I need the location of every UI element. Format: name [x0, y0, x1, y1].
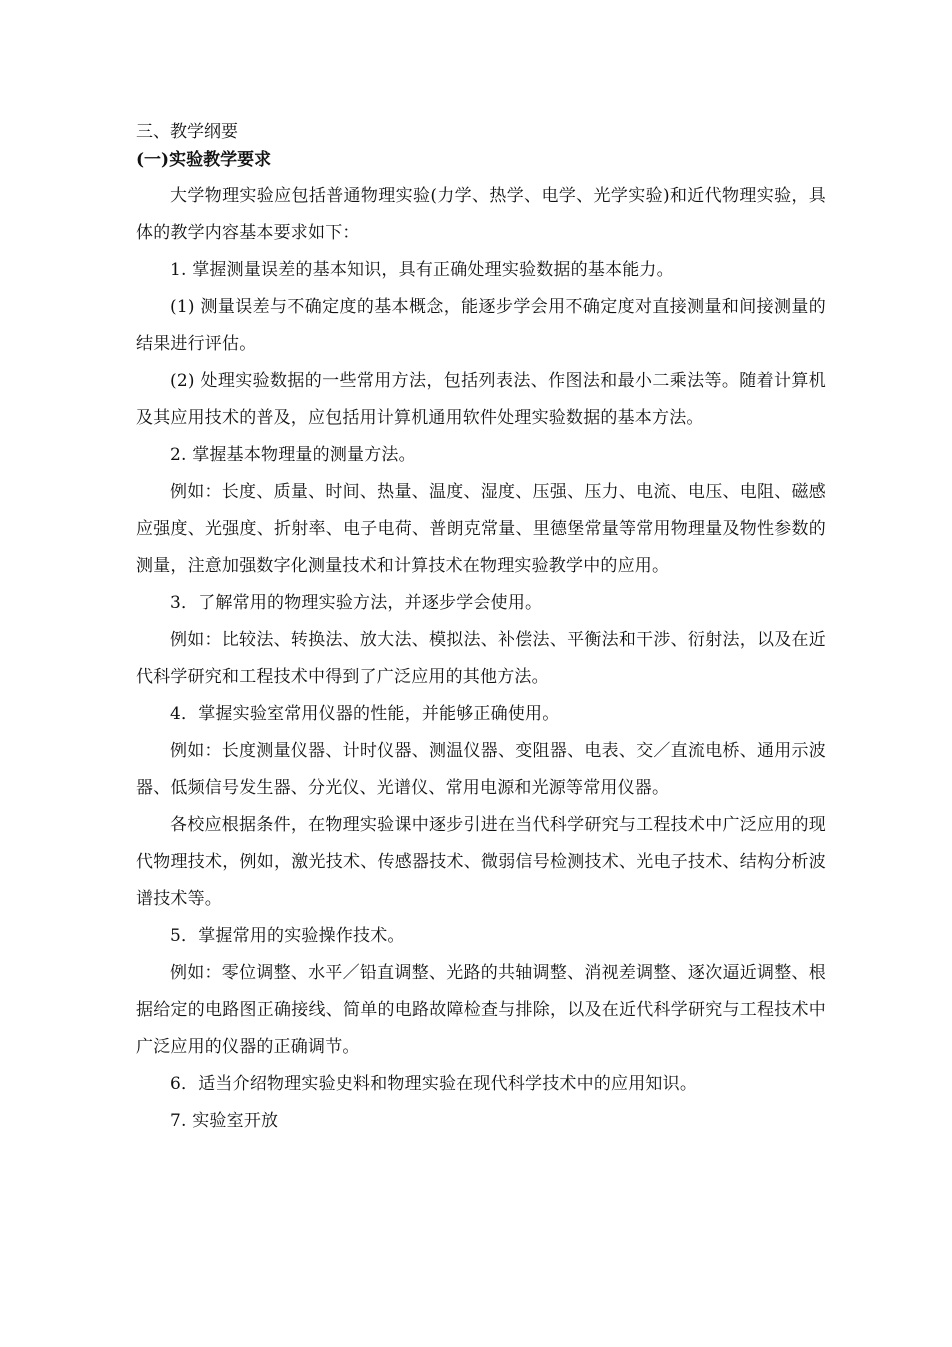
item-6-heading: 6．适当介绍物理实验史料和物理实验在现代科学技术中的应用知识。: [170, 1074, 698, 1094]
item-1-heading: 1. 掌握测量误差的基本知识，具有正确处理实验数据的基本能力。: [170, 260, 674, 280]
item-1-sub-1: (1) 测量误差与不确定度的基本概念，能逐步学会用不确定度对直接测量和间接测量的结果进行评估。: [136, 297, 826, 354]
item-1-sub-2: (2) 处理实验数据的一些常用方法，包括列表法、作图法和最小二乘法等。随着计算机及其应用技术的普及，应包括用计算机通用软件处理实验数据的基本方法。: [136, 371, 826, 428]
item-4-examples: 例如：长度测量仪器、计时仪器、测温仪器、变阻器、电表、交／直流电桥、通用示波器、低频信号发生器、分光仪、光谱仪、常用电源和光源等常用仪器。: [136, 741, 826, 798]
item-4-note: 各校应根据条件，在物理实验课中逐步引进在当代科学研究与工程技术中广泛应用的现代物理技术，例如，激光技术、传感器技术、微弱信号检测技术、光电子技术、结构分析波谱技术等。: [136, 815, 826, 909]
section-title: 三、教学纲要: [136, 122, 238, 142]
item-5-examples: 例如：零位调整、水平／铅直调整、光路的共轴调整、消视差调整、逐次逼近调整、根据给定的电路图正确接线、简单的电路故障检查与排除，以及在近代科学研究与工程技术中广泛应用的仪器的正确调节。: [136, 963, 826, 1057]
item-7-heading: 7. 实验室开放: [170, 1111, 279, 1131]
item-3-heading: 3．了解常用的物理实验方法，并逐步学会使用。: [170, 593, 543, 613]
item-2-examples: 例如：长度、质量、时间、热量、温度、湿度、压强、压力、电流、电压、电阻、磁感应强度、光强度、折射率、电子电荷、普朗克常量、里德堡常量等常用物理量及物性参数的测量，注意加强数字化测量技术和计算技术在物理实验教学中的应用。: [136, 482, 826, 576]
item-2-heading: 2. 掌握基本物理量的测量方法。: [170, 445, 416, 465]
item-3-examples: 例如：比较法、转换法、放大法、模拟法、补偿法、平衡法和干涉、衍射法，以及在近代科学研究和工程技术中得到了广泛应用的其他方法。: [136, 630, 826, 687]
paragraph-intro: 大学物理实验应包括普通物理实验(力学、热学、电学、光学实验)和近代物理实验，具体的教学内容基本要求如下：: [136, 186, 826, 243]
item-4-heading: 4．掌握实验室常用仪器的性能，并能够正确使用。: [170, 704, 560, 724]
subsection-title: (一)实验教学要求: [136, 150, 272, 170]
document-page: [136, 118, 826, 1140]
item-5-heading: 5．掌握常用的实验操作技术。: [170, 926, 405, 946]
